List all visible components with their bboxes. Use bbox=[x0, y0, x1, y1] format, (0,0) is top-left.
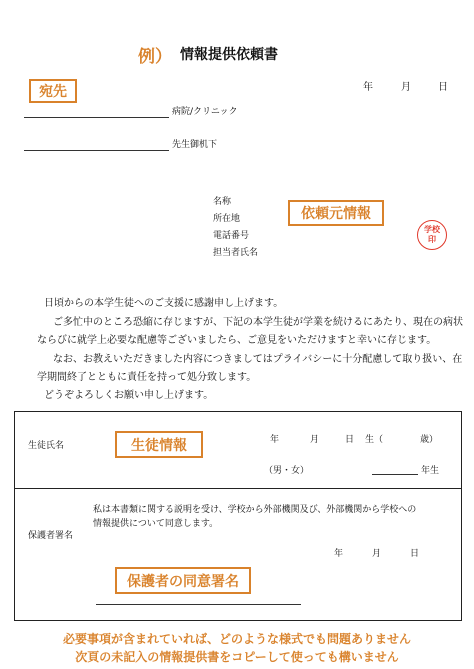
birth-day-label: 日 bbox=[345, 435, 355, 445]
guardian-consent-tag: 保護者の同意署名 bbox=[115, 567, 251, 594]
consent-text-line: 私は本書類に関する説明を受け、学校から外部機関及び、外部機関から学校への bbox=[93, 505, 417, 515]
letter-line: なお、お教えいただきました内容につきましてはプライバシーに十分配慮して取り扱い、在 bbox=[53, 354, 463, 365]
consent-text-line: 情報提供について同意します。 bbox=[93, 519, 219, 529]
example-label: 例） bbox=[138, 47, 172, 67]
requester-field-address: 所在地 bbox=[213, 214, 241, 224]
requester-field-phone: 電話番号 bbox=[213, 231, 250, 241]
age-label: 歳） bbox=[420, 435, 439, 445]
student-name-label: 生徒氏名 bbox=[28, 441, 65, 451]
requester-field-name: 名称 bbox=[213, 197, 232, 207]
school-seal bbox=[417, 220, 447, 250]
clinic-name-field[interactable] bbox=[24, 117, 169, 118]
guardian-day-label: 日 bbox=[410, 549, 420, 559]
guardian-signature-field[interactable] bbox=[96, 604, 301, 605]
letter-line: どうぞよろしくお願い申し上げます。 bbox=[44, 390, 214, 401]
date-day-label: 日 bbox=[438, 82, 448, 93]
guardian-year-label: 年 bbox=[334, 549, 344, 559]
seal-text-school: 学校 bbox=[424, 225, 440, 234]
seal-text-mark: 印 bbox=[428, 235, 436, 244]
requester-field-contact: 担当者氏名 bbox=[213, 248, 259, 258]
letter-line: ご多忙中のところ恐縮に存じますが、下記の本学生徒が学業を続けるにあたり、現在の病状 bbox=[53, 317, 463, 328]
doctor-name-field[interactable] bbox=[24, 150, 169, 151]
sex-select[interactable]: （男・女） bbox=[264, 466, 310, 476]
footer-note: 必要事項が含まれていれば、どのような様式でも問題ありません bbox=[62, 632, 411, 646]
document-title: 情報提供依頼書 bbox=[180, 47, 278, 63]
letter-line: 日頃からの本学生徒へのご支援に感謝申し上げます。 bbox=[44, 298, 284, 309]
date-year-label: 年 bbox=[363, 82, 373, 93]
letter-line: ならびに就学上必要な配慮等ございましたら、ご意見をいただけますと幸いに存じます。 bbox=[37, 335, 437, 346]
student-tag: 生徒情報 bbox=[115, 431, 203, 458]
date-month-label: 月 bbox=[401, 82, 411, 93]
form-divider bbox=[14, 488, 462, 489]
letter-line: 学期間終了とともに責任を持って処分致します。 bbox=[37, 372, 257, 383]
grade-field[interactable] bbox=[372, 474, 418, 475]
birth-label: 生（ bbox=[365, 435, 384, 445]
doctor-suffix: 先生御机下 bbox=[172, 140, 218, 150]
guardian-month-label: 月 bbox=[372, 549, 382, 559]
addressee-tag: 宛先 bbox=[29, 79, 77, 103]
guardian-signature-label: 保護者署名 bbox=[28, 531, 74, 541]
requester-tag: 依頼元情報 bbox=[288, 200, 384, 226]
birth-month-label: 月 bbox=[310, 435, 320, 445]
birth-year-label: 年 bbox=[270, 435, 280, 445]
clinic-suffix: 病院/クリニック bbox=[172, 107, 238, 117]
footer-note: 次頁の未記入の情報提供書をコピーして使っても構いません bbox=[75, 650, 399, 664]
grade-suffix: 年生 bbox=[421, 466, 440, 476]
